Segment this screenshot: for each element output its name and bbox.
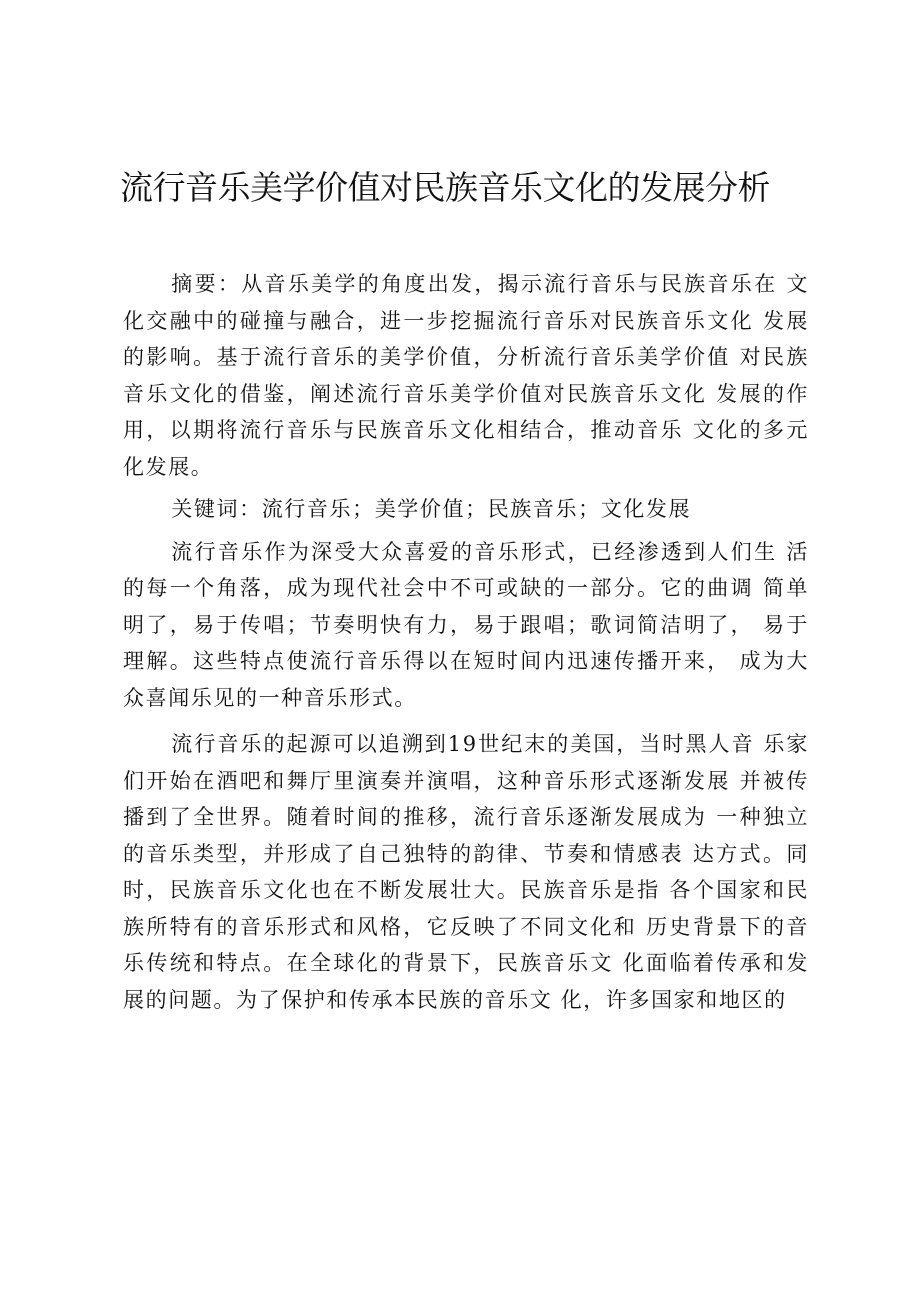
body-paragraph-2: 流行音乐的起源可以追溯到19世纪末的美国，当时黑人音 乐家们开始在酒吧和舞厅里演奏并演唱，这种音乐形式逐渐发展 并被传播到了全世界。随着时间的推移，流行音乐逐渐发展成为 一种独立的音乐类型，并形成了自己独特的韵律、节奏和情感表 达方式。同时，民族音乐文化也在不断发展壮大。民族音乐是指 各个国家和民族所特有的音乐形式和风格，它反映了不同文化和 历史背景下的音乐传统和特点。在全球化的背景下，民族音乐文 化面临着传承和发展的问题。为了保护和传承本民族的音乐文 化，许多国家和地区的 bbox=[123, 732, 809, 1012]
abstract-paragraph: 摘要：从音乐美学的角度出发，揭示流行音乐与民族音乐在 文化交融中的碰撞与融合，进一步挖掘流行音乐对民族音乐文化 发展的影响。基于流行音乐的美学价值，分析流行音乐美学价值 对民族音乐文化的借鉴，阐述流行音乐美学价值对民族音乐文化 发展的作用，以期将流行音乐与民族音乐文化相结合，推动音乐 文化的多元化发展。 bbox=[123, 272, 809, 479]
keywords-line: 关键词：流行音乐；美学价值；民族音乐；文化发展 bbox=[171, 497, 692, 521]
document-title: 流行音乐美学价值对民族音乐文化的发展分析 bbox=[120, 168, 770, 207]
document-body bbox=[123, 266, 809, 1018]
body-paragraph-1: 流行音乐作为深受大众喜爱的音乐形式，已经渗透到人们生 活的每一个角落，成为现代社会中不可或缺的一部分。它的曲调 简单明了，易于传唱；节奏明快有力，易于跟唱；歌词简洁明了， 易于理解。这些特点使流行音乐得以在短时间内迅速传播开来， 成为大众喜闻乐见的一种音乐形式。 bbox=[123, 539, 809, 710]
